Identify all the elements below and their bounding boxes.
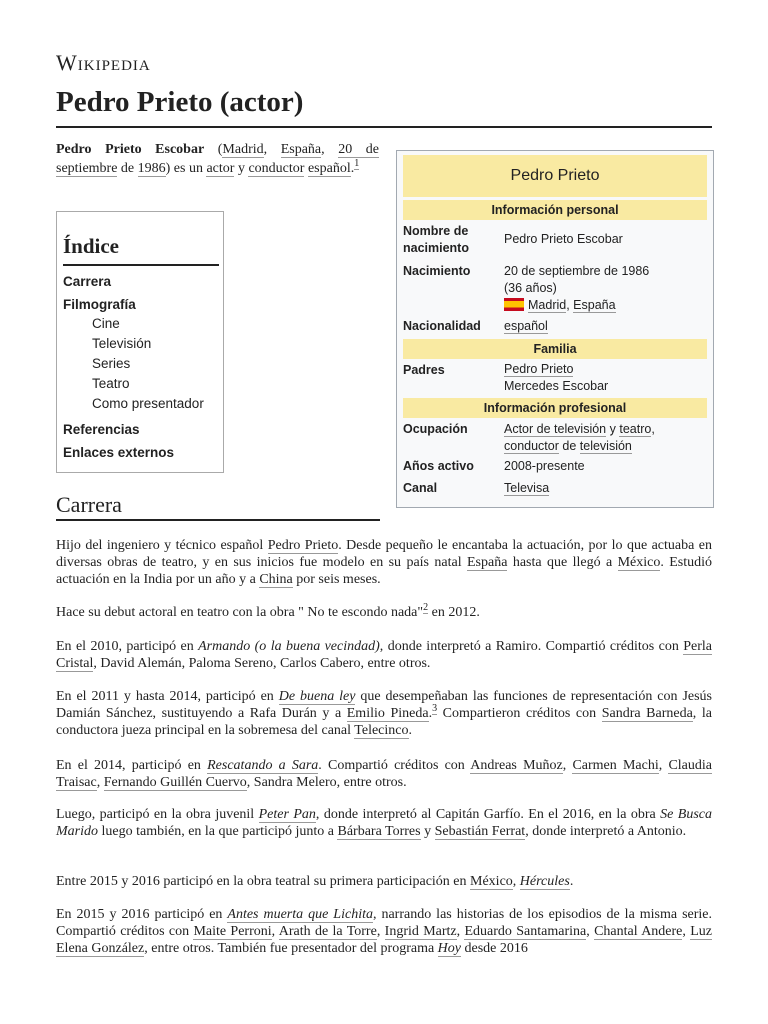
- text: En el 2014, participó en: [56, 758, 208, 773]
- link-arath-de-la-torre[interactable]: Arath de la Torre: [278, 924, 377, 939]
- text: , donde interpretó a Ramiro. Compartió créditos con: [379, 639, 684, 654]
- link-sebastian-ferrat[interactable]: Sebastián Ferrat: [434, 824, 526, 839]
- text: de: [558, 439, 580, 453]
- link-emilio-pineda[interactable]: Emilio Pineda: [346, 706, 429, 721]
- text: ,: [456, 924, 465, 939]
- toc-item-enlaces-externos[interactable]: Enlaces externos: [63, 445, 175, 460]
- paragraph-3: [56, 638, 712, 672]
- section-divider: [56, 519, 380, 521]
- link-conductor[interactable]: conductor: [248, 161, 305, 176]
- reference-3[interactable]: 3: [432, 703, 438, 715]
- text: , donde interpretó a Antonio.: [525, 824, 687, 839]
- text: .: [350, 161, 355, 176]
- text: En 2015 y 2016 participó en: [56, 907, 228, 922]
- text: ,: [271, 924, 279, 939]
- link-hoy[interactable]: Hoy: [437, 941, 461, 956]
- toc-title: Índice: [63, 234, 120, 258]
- value-nacimiento: [504, 263, 704, 314]
- link-espana-infobox[interactable]: España: [573, 298, 616, 312]
- infobox-section-personal: Información personal: [403, 200, 707, 220]
- link-ingrid-martz[interactable]: Ingrid Martz: [384, 924, 457, 939]
- toc-item-como-presentador[interactable]: Como presentador: [92, 396, 204, 411]
- paragraph-8: [56, 906, 712, 957]
- label-canal: Canal: [403, 481, 438, 495]
- label-anos-activo: Años activo: [403, 459, 474, 473]
- value-padres: [504, 361, 704, 395]
- text: y: [606, 422, 620, 436]
- paragraph-2: [56, 604, 712, 621]
- link-china[interactable]: China: [259, 572, 293, 587]
- text: por seis meses.: [292, 572, 381, 587]
- value-anos-activo: 2008-presente: [504, 459, 585, 473]
- link-television[interactable]: televisión: [579, 439, 632, 453]
- link-peter-pan[interactable]: Peter Pan: [258, 807, 316, 822]
- link-chantal-andere[interactable]: Chantal Andere: [594, 924, 683, 939]
- label-ocupacion: Ocupación: [403, 422, 468, 436]
- link-antes-muerta-que-lichita[interactable]: Antes muerta que Lichita: [227, 907, 373, 922]
- text: En el 2011 y hasta 2014, participó en: [56, 689, 279, 704]
- label-padres: Padres: [403, 363, 445, 377]
- text: En el 2010, participó en: [56, 639, 199, 654]
- text: ,: [376, 924, 385, 939]
- link-madrid-infobox[interactable]: Madrid: [528, 298, 567, 312]
- paragraph-4: [56, 688, 712, 739]
- link-espana-2[interactable]: España: [466, 555, 508, 570]
- text: ,: [562, 758, 573, 773]
- intro-paragraph: [56, 140, 379, 178]
- section-title-carrera: Carrera: [56, 492, 122, 517]
- text: Compartieron créditos con: [437, 706, 602, 721]
- work-title: Armando (o la buena vecindad): [198, 639, 380, 654]
- label-nombre: Nombre de nacimiento: [403, 224, 469, 255]
- paragraph-1: [56, 537, 712, 588]
- text: .: [569, 874, 574, 889]
- link-claudia-traisac[interactable]: Claudia Traisac: [56, 758, 712, 790]
- link-fernando-guillen-cuervo[interactable]: Fernando Guillén Cuervo: [103, 775, 247, 790]
- text: Entre 2015 y 2016 participó en la obra teatral su primera participación en: [56, 874, 471, 889]
- toc-item-cine[interactable]: Cine: [92, 316, 120, 331]
- text: . Compartió créditos con: [318, 758, 471, 773]
- link-conductor-infobox[interactable]: conductor: [504, 439, 559, 453]
- text: ) es un: [165, 161, 207, 176]
- text: ,: [96, 775, 104, 790]
- paragraph-5: [56, 757, 712, 791]
- link-year[interactable]: 1986: [137, 161, 166, 176]
- link-hercules[interactable]: Hércules: [519, 874, 570, 889]
- text: en 2012.: [428, 605, 480, 620]
- label-nacionalidad: Nacionalidad: [403, 319, 481, 333]
- infobox-section-familia: Familia: [403, 339, 707, 359]
- text: , la conductora jueza principal en la sobremesa del canal: [56, 706, 712, 738]
- link-sandra-barneda[interactable]: Sandra Barneda: [601, 706, 693, 721]
- text: luego también, en la que participó junto a: [98, 824, 338, 839]
- wikipedia-logo[interactable]: Wikipedia: [56, 50, 151, 75]
- link-de-buena-ley[interactable]: De buena ley: [278, 689, 356, 704]
- infobox-title: Pedro Prieto: [403, 155, 707, 197]
- text: y: [420, 824, 435, 839]
- link-barbara-torres[interactable]: Bárbara Torres: [337, 824, 421, 839]
- link-pedro-prieto[interactable]: Pedro Prieto: [504, 362, 574, 376]
- link-actor[interactable]: actor: [206, 161, 235, 176]
- link-eduardo-santamarina[interactable]: Eduardo Santamarina: [464, 924, 587, 939]
- work-title: Se Busca Marido: [56, 807, 712, 839]
- toc-divider: [63, 264, 219, 266]
- text: (: [204, 142, 223, 157]
- text: ,: [321, 142, 339, 157]
- text: ,: [586, 924, 595, 939]
- link-espanol[interactable]: español: [307, 161, 351, 176]
- paragraph-6: [56, 806, 712, 840]
- text: ,: [682, 924, 691, 939]
- text: Hace su debut actoral en teatro con la obra " No te escondo nada": [56, 605, 424, 620]
- label-nacimiento: Nacimiento: [403, 264, 471, 278]
- table-of-contents: [56, 211, 224, 473]
- link-espana[interactable]: España: [280, 142, 322, 157]
- reference-2[interactable]: 2: [423, 602, 429, 614]
- text: de: [117, 161, 138, 176]
- title-divider: [56, 126, 712, 128]
- link-carmen-machi[interactable]: Carmen Machi: [572, 758, 659, 773]
- link-televisa[interactable]: Televisa: [504, 481, 550, 495]
- reference-1[interactable]: 1: [354, 158, 360, 170]
- paragraph-7: [56, 873, 712, 890]
- toc-item-referencias[interactable]: Referencias: [63, 422, 140, 437]
- mother-name: Mercedes Escobar: [504, 379, 609, 393]
- link-maite-perroni[interactable]: Maite Perroni: [193, 924, 272, 939]
- link-perla-cristal[interactable]: Perla Cristal: [56, 639, 712, 671]
- toc-item-television[interactable]: Televisión: [92, 336, 152, 351]
- value-nombre: Pedro Prieto Escobar: [504, 232, 623, 246]
- page-title: Pedro Prieto (actor): [56, 86, 304, 118]
- birth-place: [504, 297, 704, 314]
- text: ,: [651, 422, 655, 436]
- text: , narrando las historias de los episodios de la misma serie. Compartió créditos con: [56, 907, 712, 939]
- link-andreas-munoz[interactable]: Andreas Muñoz: [470, 758, 563, 773]
- text: , Sandra Melero, entre otros.: [246, 775, 407, 790]
- toc-item-filmografia[interactable]: Filmografía: [63, 297, 136, 312]
- link-luz-elena-gonzalez[interactable]: Luz Elena González: [56, 924, 712, 956]
- text: y: [234, 161, 249, 176]
- link-teatro[interactable]: teatro: [619, 422, 652, 436]
- value-nacionalidad: [504, 318, 704, 335]
- infobox-section-profesional: Información profesional: [403, 398, 707, 418]
- subject-name: Pedro Prieto Escobar: [56, 142, 205, 157]
- toc-item-carrera[interactable]: Carrera: [63, 274, 112, 289]
- text: .: [408, 723, 412, 738]
- value-canal: [504, 480, 704, 497]
- text: . Estudió actuación en la India por un año y a: [56, 555, 712, 587]
- toc-item-series[interactable]: Series: [92, 356, 131, 371]
- text: ,: [512, 874, 520, 889]
- link-date[interactable]: 20 de septiembre: [56, 142, 380, 176]
- text: , David Alemán, Paloma Sereno, Carlos Cabero, entre otros.: [93, 656, 431, 671]
- infobox: [396, 150, 714, 508]
- text: desde 2016: [461, 941, 528, 956]
- text: ,: [263, 142, 281, 157]
- age: (36 años): [504, 281, 557, 295]
- text: , donde interpretó al Capitán Garfío. En el 2016, en la obra: [315, 807, 661, 822]
- link-mexico-2[interactable]: México: [470, 874, 513, 889]
- text: hasta que llegó a: [507, 555, 618, 570]
- link-mexico[interactable]: México: [617, 555, 661, 570]
- toc-item-teatro[interactable]: Teatro: [92, 376, 130, 391]
- link-rescatando-a-sara[interactable]: Rescatando a Sara: [207, 758, 319, 773]
- link-actor-television[interactable]: Actor de televisión: [504, 422, 607, 436]
- text: , entre otros. También fue presentador del programa: [144, 941, 438, 956]
- value-ocupacion: [504, 421, 704, 455]
- text: .: [428, 706, 433, 721]
- birth-date: 20 de septiembre de 1986: [504, 264, 650, 278]
- link-pedro-prieto-father[interactable]: Pedro Prieto: [267, 538, 339, 553]
- link-madrid[interactable]: Madrid: [222, 142, 264, 157]
- text: que desempeñaban las funciones de representación con Jesús Damián Sánchez, sustituyendo a Rafa Durán y a: [56, 689, 712, 721]
- spain-flag-icon: [504, 298, 524, 311]
- text: ,: [566, 298, 574, 312]
- link-espanol-infobox[interactable]: español: [504, 319, 548, 333]
- text: Hijo del ingeniero y técnico español: [56, 538, 268, 553]
- link-telecinco[interactable]: Telecinco: [354, 723, 409, 738]
- text: Luego, participó en la obra juvenil: [56, 807, 259, 822]
- text: . Desde pequeño le encantaba la actuación, por lo que actuaba en diversas obras de teatro, y en sus inicios fue modelo en su país natal: [56, 538, 712, 570]
- text: ,: [658, 758, 669, 773]
